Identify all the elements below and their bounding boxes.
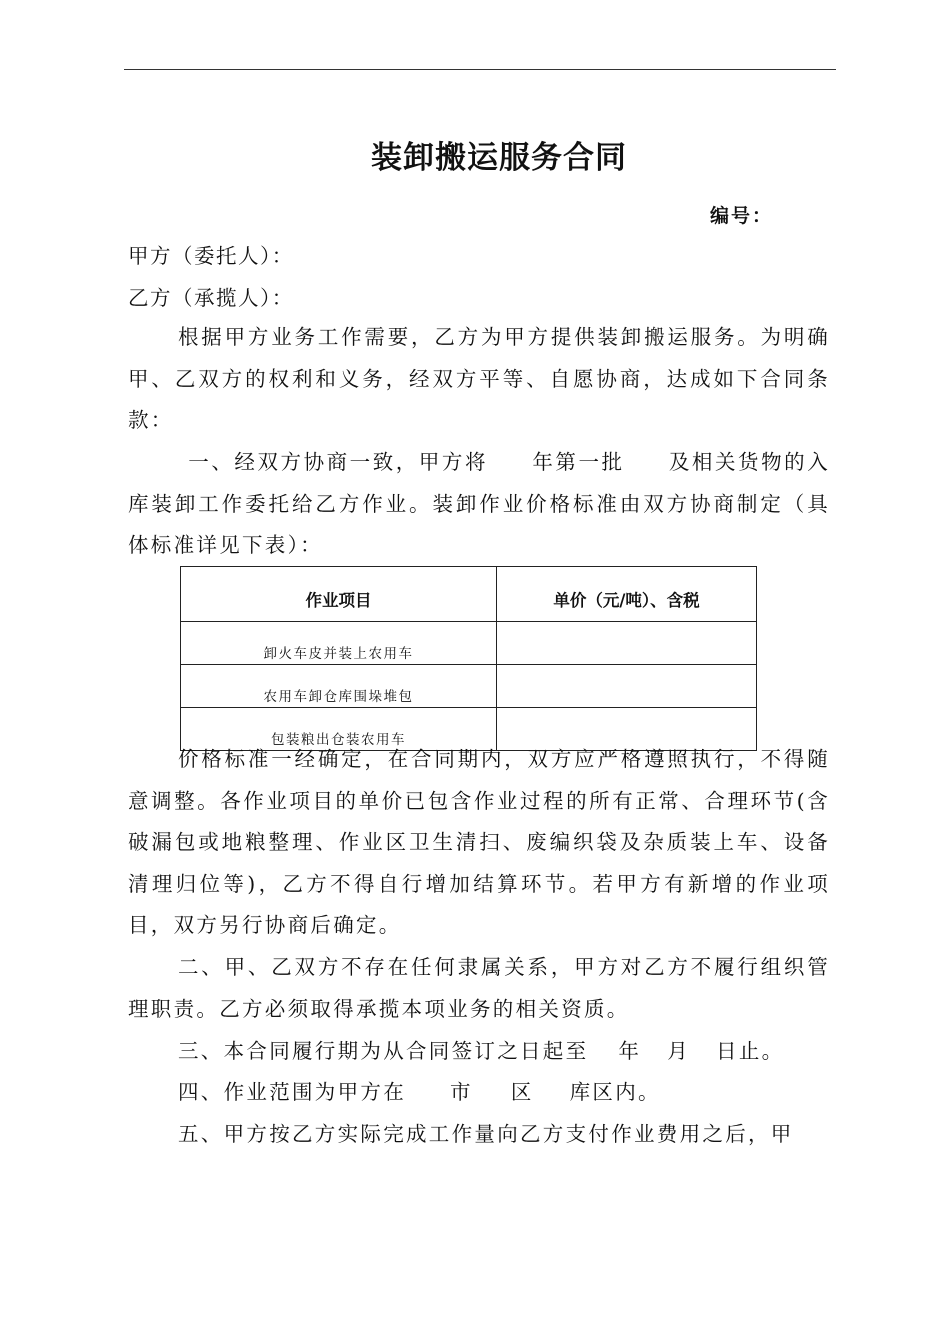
clause-4-city: 市 (450, 1080, 473, 1104)
table-header-price: 单价（元/吨）、含税 (497, 567, 757, 622)
clause-3-part2: 日止。 (716, 1039, 785, 1063)
clause-1-part3: 及相关货物的入库装卸工作委托给乙方作业。装卸作业价格标准由双方协商制定（具体标准详见下表）： (128, 450, 831, 557)
clause-1-part1: 一、经双方协商一致，甲方将 (188, 450, 489, 474)
clause-3-part1: 三、本合同履行期为从合同签订之日起至 (178, 1039, 589, 1063)
clause-1-paragraph (128, 442, 830, 567)
clause-3-line (178, 1036, 784, 1066)
document-title: 装卸搬运服务合同 (371, 140, 627, 176)
party-a-label: 甲方（委托人）： (128, 244, 294, 268)
header-rule (124, 69, 836, 70)
table-cell-item: 卸火车皮并装上农用车 (181, 622, 497, 665)
preamble-paragraph: 根据甲方业务工作需要，乙方为甲方提供装卸搬运服务。为明确甲、乙双方的权利和义务，经双方平等、自愿协商，达成如下合同条款： (128, 325, 830, 432)
clause-4-part2: 库区内。 (569, 1080, 661, 1104)
party-b-label: 乙方（承揽人）： (128, 286, 294, 310)
table-row (181, 622, 757, 665)
clause-4-district: 区 (510, 1080, 534, 1104)
clause-3-year: 年 (618, 1039, 642, 1063)
clause-2-paragraph: 二、甲、乙双方不存在任何隶属关系，甲方对乙方不履行组织管理职责。乙方必须取得承揽本项业务的相关资质。 (128, 955, 830, 1021)
table-cell-item: 农用车卸仓库围垛堆包 (181, 665, 497, 708)
clause-5-line: 五、甲方按乙方实际完成工作量向乙方支付作业费用之后，甲 (178, 1122, 794, 1146)
clause-4-part1: 四、作业范围为甲方在 (178, 1080, 406, 1104)
table-row (181, 665, 757, 708)
table-cell-price (497, 665, 757, 708)
table-cell-price (497, 622, 757, 665)
table-header-row (181, 567, 757, 622)
contract-number-label: 编号： (710, 205, 774, 227)
table-header-item: 作业项目 (181, 567, 497, 622)
table-cell-item: 包装粮出仓装农用车 (181, 708, 497, 751)
clause-1-continuation-paragraph: 价格标准一经确定，在合同期内，双方应严格遵照执行，不得随意调整。各作业项目的单价已包含作业过程的所有正常、合理环节(含破漏包或地粮整理、作业区卫生清扫、废编织袋及杂质装上车、设备清理归位等)，乙方不得自行增加结算环节。若甲方有新增的作业项目，双方另行协商后确定。 (128, 747, 830, 937)
price-table (180, 566, 757, 751)
clause-3-month: 月 (667, 1039, 691, 1063)
clause-4-line (178, 1077, 661, 1107)
clause-1-part2: 年第一批 (532, 450, 625, 474)
